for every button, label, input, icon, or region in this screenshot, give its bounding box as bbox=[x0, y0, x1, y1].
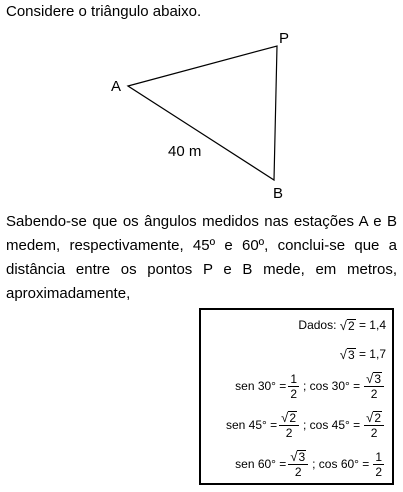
data-box bbox=[199, 308, 394, 485]
cos30-denominator: 2 bbox=[370, 387, 378, 401]
triangle-figure bbox=[0, 0, 403, 205]
cos30-fraction bbox=[364, 372, 384, 400]
vertex-a-label: A bbox=[111, 78, 122, 95]
sen60-fraction bbox=[288, 450, 308, 478]
cos30-label: ; cos 30° = bbox=[303, 379, 361, 393]
sqrt3-radicand: 3 bbox=[347, 347, 355, 362]
cos45-radical: √ 2 bbox=[366, 410, 381, 425]
sen30-denominator: 2 bbox=[290, 386, 297, 401]
trig-row-30 bbox=[235, 372, 386, 400]
cos60-fraction bbox=[373, 451, 384, 478]
triangle-shape bbox=[128, 46, 277, 180]
sen60-radicand: 3 bbox=[298, 450, 306, 464]
dados-label: Dados: bbox=[298, 318, 337, 332]
cos45-radicand: 2 bbox=[374, 411, 381, 425]
vertex-p-label: P bbox=[279, 30, 290, 47]
cos45-denominator: 2 bbox=[370, 426, 378, 440]
cos45-label: ; cos 45° = bbox=[303, 418, 361, 432]
sen30-label: sen 30° = bbox=[235, 379, 287, 393]
sqrt3-radical: √ 3 bbox=[339, 346, 355, 362]
question-text: Sabendo-se que os ângulos medidos nas estações A e B medem, respectivamente, 45º e 60º, conclui-se que a distância entre os pontos P e B mede, em metros, aproximadamente, bbox=[6, 213, 397, 302]
cos30-radicand: 3 bbox=[374, 372, 381, 386]
cos60-label: ; cos 60° = bbox=[312, 457, 370, 471]
sen30-numerator: 1 bbox=[290, 371, 297, 386]
sen45-radical: √ 2 bbox=[281, 410, 296, 425]
sqrt2-radical: √ 2 bbox=[339, 317, 355, 333]
sen45-label: sen 45° = bbox=[226, 418, 278, 432]
cos60-denominator: 2 bbox=[375, 464, 382, 479]
sen60-radical: √ 3 bbox=[290, 449, 306, 464]
sen45-fraction bbox=[279, 411, 299, 439]
sqrt3-row bbox=[340, 347, 386, 361]
vertex-b-label: B bbox=[273, 185, 284, 202]
dados-sqrt2-row bbox=[298, 318, 386, 332]
sen60-denominator: 2 bbox=[294, 465, 302, 479]
side-ab-label: 40 m bbox=[168, 143, 202, 160]
sqrt2-value: = 1,4 bbox=[358, 318, 386, 332]
sen30-fraction bbox=[288, 373, 299, 400]
sen45-denominator: 2 bbox=[285, 426, 293, 440]
intro-text: Considere o triângulo abaixo. bbox=[6, 3, 202, 20]
trig-row-45 bbox=[226, 411, 386, 439]
sqrt3-value: = 1,7 bbox=[358, 347, 386, 361]
trig-row-60 bbox=[235, 450, 386, 478]
cos60-numerator: 1 bbox=[375, 449, 382, 464]
cos30-radical: √ 3 bbox=[366, 371, 381, 386]
sen60-label: sen 60° = bbox=[235, 457, 287, 471]
sen45-radicand: 2 bbox=[289, 411, 296, 425]
sqrt2-radicand: 2 bbox=[347, 318, 355, 333]
cos45-fraction bbox=[364, 411, 384, 439]
